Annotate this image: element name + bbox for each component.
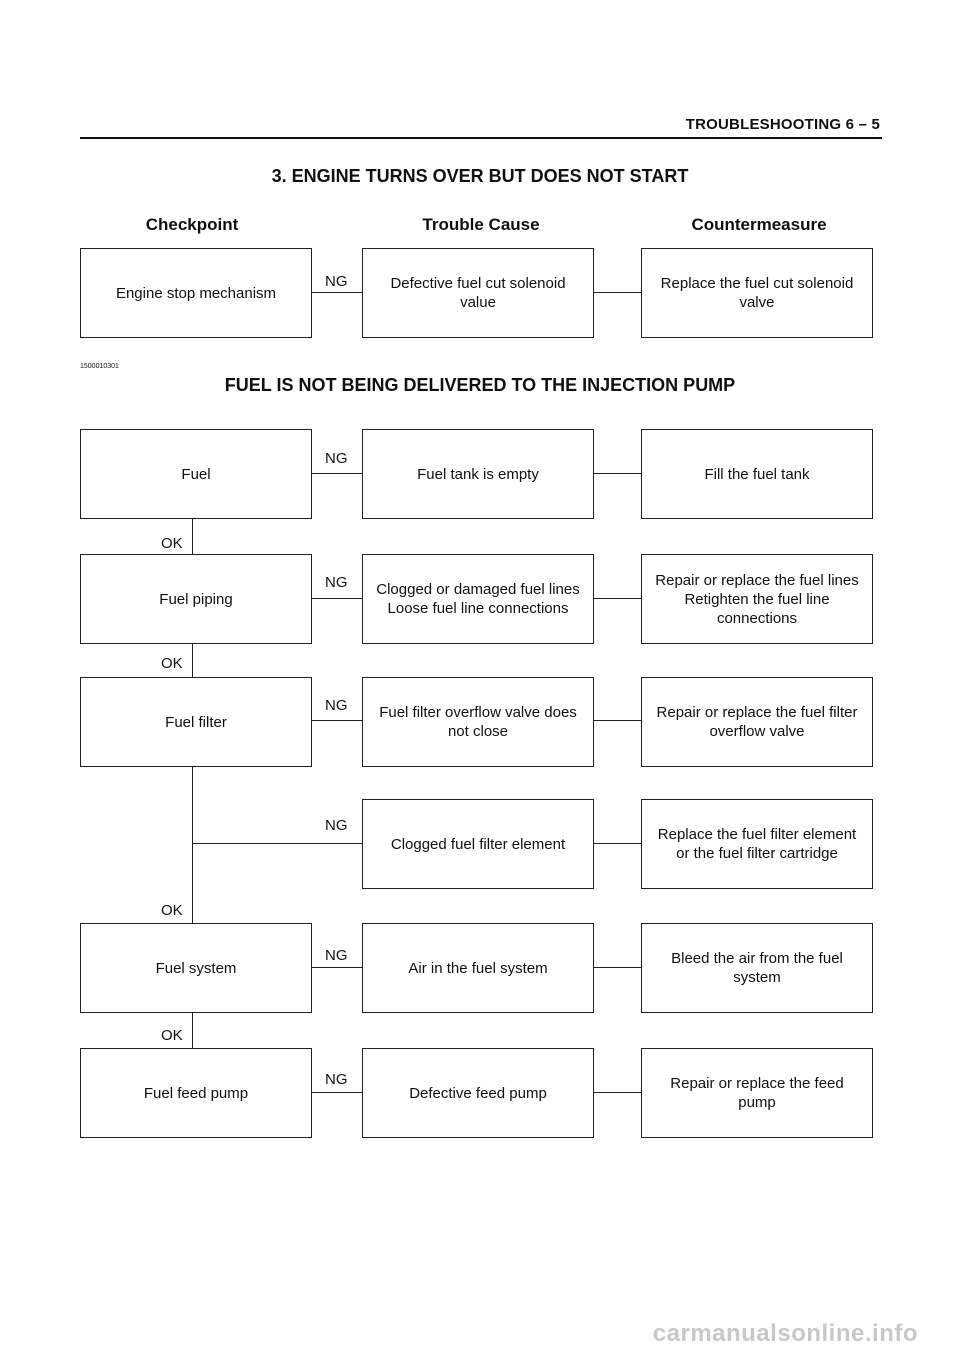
ok-label: OK — [161, 1027, 183, 1044]
countermeasure-repair-feed-pump: Repair or replace the feed pump — [641, 1048, 873, 1138]
cause-connector — [594, 967, 642, 968]
section2-title: FUEL IS NOT BEING DELIVERED TO THE INJECTION PUMP — [224, 375, 736, 395]
ng-label: NG — [325, 817, 348, 834]
ok-connector — [192, 519, 193, 554]
countermeasure-repair-filter-overflow-valve: Repair or replace the fuel filter overflow valve — [641, 677, 873, 767]
cause-connector — [594, 1092, 642, 1093]
cause-air-in-fuel-system: Air in the fuel system — [362, 923, 594, 1013]
cause-clogged-filter-element: Clogged fuel filter element — [362, 799, 594, 889]
ok-connector — [192, 644, 193, 677]
checkpoint-fuel-piping: Fuel piping — [80, 554, 312, 644]
cause-fuel-tank-empty: Fuel tank is empty — [362, 429, 594, 519]
ok-label: OK — [161, 655, 183, 672]
ng-label: NG — [325, 574, 348, 591]
cause-defective-feed-pump: Defective feed pump — [362, 1048, 594, 1138]
checkpoint-fuel-filter: Fuel filter — [80, 677, 312, 767]
cause-connector — [594, 843, 642, 844]
checkpoint-engine-stop-mechanism: Engine stop mechanism — [80, 248, 312, 338]
cause-connector — [594, 473, 642, 474]
cause-defective-fuel-cut-solenoid: Defective fuel cut solenoid value — [362, 248, 594, 338]
checkpoint-fuel-system: Fuel system — [80, 923, 312, 1013]
checkpoint-fuel-feed-pump: Fuel feed pump — [80, 1048, 312, 1138]
ng-label: NG — [325, 697, 348, 714]
header-rule — [80, 137, 882, 139]
cause-filter-overflow-valve: Fuel filter overflow valve does not close — [362, 677, 594, 767]
column-head-countermeasure: Countermeasure — [691, 215, 827, 234]
ng-connector — [312, 598, 363, 599]
ng-connector — [312, 473, 363, 474]
countermeasure-replace-fuel-cut-solenoid: Replace the fuel cut solenoid valve — [641, 248, 873, 338]
checkpoint-fuel: Fuel — [80, 429, 312, 519]
ng-connector — [192, 843, 363, 844]
ng-label: NG — [325, 450, 348, 467]
cause-connector — [594, 720, 642, 721]
ng-label: NG — [325, 947, 348, 964]
ok-connector — [192, 1013, 193, 1048]
countermeasure-fill-fuel-tank: Fill the fuel tank — [641, 429, 873, 519]
ng-connector — [312, 1092, 363, 1093]
watermark-text: carmanualsonline.info — [652, 1320, 918, 1347]
ng-label: NG — [325, 1071, 348, 1088]
ng-connector — [312, 292, 363, 293]
ng-connector — [312, 720, 363, 721]
ng-connector — [312, 967, 363, 968]
cause-connector — [594, 598, 642, 599]
ok-label: OK — [161, 535, 183, 552]
countermeasure-repair-fuel-lines: Repair or replace the fuel lines Retighten the fuel line connections — [641, 554, 873, 644]
countermeasure-replace-filter-element: Replace the fuel filter element or the fuel filter cartridge — [641, 799, 873, 889]
figure-code: 1500010301 — [80, 363, 119, 370]
countermeasure-bleed-air: Bleed the air from the fuel system — [641, 923, 873, 1013]
cause-clogged-damaged-fuel-lines: Clogged or damaged fuel lines Loose fuel line connections — [362, 554, 594, 644]
page-header-title: TROUBLESHOOTING 6 – 5 — [685, 116, 880, 133]
column-head-checkpoint: Checkpoint — [145, 215, 239, 234]
column-head-trouble-cause: Trouble Cause — [422, 215, 540, 234]
ok-connector — [192, 767, 193, 923]
ng-label: NG — [325, 273, 348, 290]
section1-title: 3. ENGINE TURNS OVER BUT DOES NOT START — [271, 166, 689, 186]
ok-label: OK — [161, 902, 183, 919]
cause-connector — [594, 292, 642, 293]
